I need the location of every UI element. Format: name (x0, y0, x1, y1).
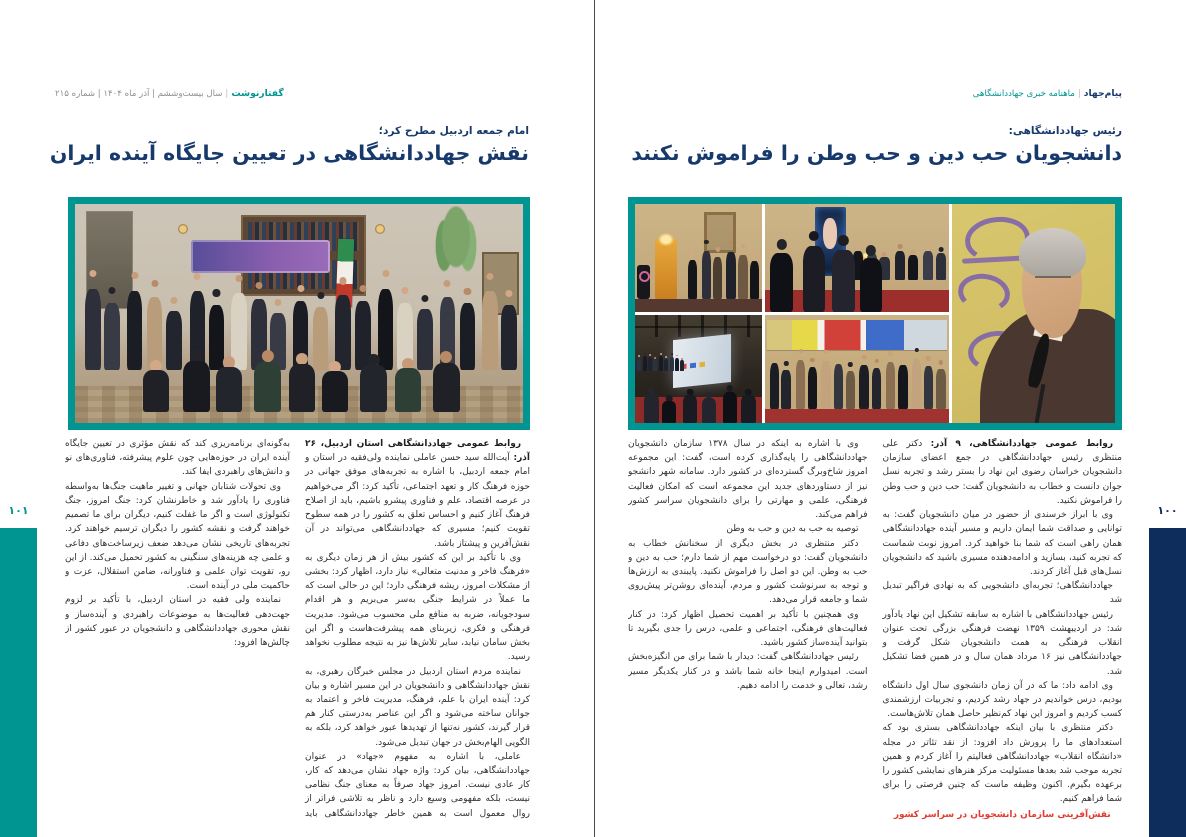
article-paragraph: نماینده ولی فقیه در استان اردبیل، با تأکید بر لزوم جهت‌دهی فعالیت‌ها به موضوعات راهبردی و آینده‌ساز و نقش محوری جهاددانشگاهی و دانشجویان در عبور کشور از چالش‌ها افزود: (65, 595, 290, 649)
person-silhouette (322, 361, 349, 412)
photo-audience-foreground (640, 380, 757, 423)
page-right-100 (595, 0, 1186, 837)
article-paragraph: وی تحولات شتابان جهانی و تغییر ماهیت جنگ‌ها به‌واسطه فناوری را یادآور شد و خاطرنشان کرد: جنگ امروز، جنگ تکنولوژی است و اگر ما غفلت کنیم، دیگران برای ما تصمیم خواهند گرفت و نقشه کشور را دیگران ترسیم خواهند کرد. تجربه‌های تاریخی نشان می‌دهد ضعف زیرساخت‌های دفاعی و علمی چه هزینه‌های سنگینی به کشور تحمیل می‌کند. از این رو، تقویت توان علمی و فناورانه، ضامن استقلال، عزت و حاکمیت ملی در آینده است. (65, 481, 290, 592)
person-silhouette (898, 355, 908, 409)
person-silhouette (924, 356, 934, 409)
person-silhouette (936, 360, 946, 409)
article-paragraph: وی با ابراز خرسندی از حضور در میان دانشجویان گفت: به توانایی و صداقت شما ایمان داریم و مسیر آینده جهاددانشگاهی همان راهی است که شما بنا خواهید کرد. امروز نوبت شماست که تجربه کنید، بسازید و ادامه‌دهنده مسیری باشید که دانشجویان نسل‌های قبل آغاز کردند. (882, 510, 1122, 577)
person-silhouette (360, 354, 387, 412)
person-silhouette (741, 389, 755, 423)
person-silhouette (738, 244, 747, 299)
person-silhouette (770, 239, 792, 312)
photo-dark-hall (635, 315, 762, 423)
person-silhouette (886, 351, 896, 409)
running-head-right (973, 88, 1122, 99)
person-silhouette (216, 356, 243, 412)
person-silhouette (872, 359, 882, 409)
article-left (65, 437, 530, 825)
photo-kneeling-row (138, 342, 461, 412)
magazine-name: پیام‌جهاد (1083, 88, 1122, 99)
person-silhouette (726, 241, 735, 299)
page-number-left: ۱۰۱ (8, 504, 29, 517)
photo-seated-rows (636, 347, 684, 371)
photo-audience-foreground (765, 228, 886, 312)
banner-script-stroke (962, 255, 1027, 263)
section-name: گفتارنوشت (231, 88, 284, 99)
photo-speaker-cabinet (637, 265, 650, 300)
edge-block-navy (1149, 528, 1186, 837)
article-paragraph: دکتر منتظری با بیان اینکه جهاددانشگاهی بستری بود که استعدادهای ما را پرورش داد افزود: از نقد تئاتر در مجله «دانشگاه انقلاب» جهاددانشگاهی فعالیتم را آغاز کردم و همین تجربه موجب شد بعدها مسئولیت مرکز هنرهای نمایشی کشور را برعهده بگیرم. اکنون وظیفه ماست که چنین فرصتی را برای شما فراهم کنیم. (882, 723, 1122, 805)
headline-right: دانشجویان حب دین و حب وطن را فراموش نکنند (631, 141, 1122, 165)
header-separator: | (1077, 89, 1081, 99)
person-silhouette (85, 270, 100, 370)
person-silhouette (796, 349, 806, 409)
collage-grid (635, 204, 949, 423)
person-silhouette (637, 355, 641, 371)
person-silhouette (289, 353, 316, 412)
person-silhouette (662, 395, 676, 423)
article-right (628, 437, 1122, 825)
article-paragraph: نماینده مردم استان اردبیل در مجلس خبرگان رهبری، به نقش جهاددانشگاهی و دانشجویان در این مسیر اشاره و بیان کرد: آینده ایران با علم، فرهنگ، مدیریت فاخر و اعتماد به جوانان ساخته می‌شود و اگر این عناصر به‌درستی کنار هم قرار گیرند، کشور نه‌تنها از تهدیدها عبور خواهد کرد، بلکه به الگویی الهام‌بخش در جهان تبدیل می‌شود. (305, 666, 530, 748)
person-silhouette (501, 290, 516, 371)
person-silhouette (912, 348, 922, 409)
person-silhouette (803, 231, 825, 312)
person-silhouette (680, 358, 684, 371)
speaker-hair (1019, 228, 1086, 278)
article-paragraph: دکتر منتظری در بخش دیگری از سخنانش خطاب به دانشجویان گفت: دو درخواست مهم از شما دارم؛ حب به دین و حب به وطن. این دو اصل را فراموش نکنید. پایبندی به ارزش‌ها و توجه به سرنوشت کشور و مردم، آینده‌ای روشن‌تر پیش‌روی شما و جامعه قرار می‌دهد. (628, 538, 868, 606)
header-separator: | (225, 89, 229, 99)
article-paragraph: وی با تأکید بر این که کشور بیش از هر زمان دیگری به «فرهنگ فاخر و مدنیت متعالی» نیاز دارد، اظهار کرد: بخشی از مشکلات امروز، ریشه فرهنگی دارد؛ این در حالی است که ما عملاً در شرایط جنگی به‌سر می‌بریم و هر اقدام سودجویانه، ضربه به منافع ملی محسوب می‌شود. مدیریت فرهنگی و فکری، زیربنای همه پیشرفت‌هاست و اگر این بخش سامان نیابد، سایر تلاش‌ها نیز به نتیجه مطلوب نخواهد رسید. (305, 552, 530, 663)
person-silhouette (688, 251, 697, 299)
article-subhead: توصیه به حب به دین و حب به وطن (726, 524, 859, 535)
person-silhouette (859, 355, 869, 409)
person-silhouette (675, 355, 679, 372)
article-paragraph: روابط عمومی جهاددانشگاهی استان اردبیل، ۲۶ آذر: آیت‌الله سید حسن عاملی نماینده ولی‌فقیه در استان و امام جمعه اردبیل، با اشاره به تجربه‌های موفق جهانی در حوزه فرهنگ کار و تعهد اجتماعی، تأکید کرد: اگر می‌خواهیم در عرصه اقتصاد، علم و فناوری پیشرو باشیم، باید از اصلاح فرهنگ آغاز کنیم و احساس تعلق به کشور را در همه سطوح تقویت کنیم؛ مسیری که جهاددانشگاهی می‌تواند در آن نقش‌آفرین و پیشتاز باشد. (305, 439, 530, 549)
person-silhouette (723, 385, 737, 423)
person-silhouette (860, 245, 882, 312)
page-number-right: ۱۰۰ (1157, 504, 1178, 517)
person-silhouette (908, 250, 918, 280)
photo-floor (635, 299, 762, 312)
person-silhouette (702, 240, 711, 299)
photo-red-carpet (765, 409, 949, 423)
speaker-glasses (1035, 276, 1071, 278)
person-silhouette (664, 356, 668, 371)
person-silhouette (821, 350, 831, 409)
photo-wall-lamp (375, 224, 385, 234)
person-silhouette (460, 288, 475, 371)
event-photo-collage-frame (628, 197, 1122, 430)
group-photo-frame (68, 197, 530, 430)
photo-truss (635, 315, 762, 337)
person-silhouette (808, 358, 818, 409)
article-paragraph: رئیس جهاددانشگاهی گفت: دیدار با شما برای من انگیزه‌بخش است. امیدوارم اینجا خانه شما باشد و در کنار یکدیگر مسیر رشد، تعالی و خدمت را ادامه دهیم. (628, 652, 868, 691)
person-silhouette (895, 244, 905, 280)
person-silhouette (750, 252, 759, 299)
person-silhouette (659, 353, 663, 371)
person-silhouette (104, 287, 119, 371)
photo-stage-podium (635, 204, 762, 312)
photo-podium (655, 239, 677, 299)
person-silhouette (834, 354, 844, 409)
person-silhouette (846, 362, 856, 408)
issue-meta: سال بیست‌وششم | آذر ماه ۱۴۰۴ | شماره ۲۱۵ (55, 89, 223, 99)
photo-screen-crowd (765, 204, 949, 312)
article-subhead-red: نقش‌آفرینی سازمان دانشجویان در سراسر کشور (893, 809, 1111, 820)
page-divider (594, 0, 595, 837)
dateline: روابط عمومی جهاددانشگاهی استان اردبیل، ۲۶ آذر: (305, 439, 530, 464)
magazine-subtitle: ماهنامه خبری جهاددانشگاهی (972, 89, 1075, 99)
headline-left: نقش جهاددانشگاهی در تعیین جایگاه آینده ایران (49, 141, 529, 165)
person-silhouette (395, 358, 422, 412)
banner-script-stroke (956, 271, 1013, 316)
photo-speaker-portrait (952, 204, 1115, 423)
person-silhouette (670, 353, 674, 371)
event-photo-collage (635, 204, 1115, 423)
person-silhouette (653, 357, 657, 371)
person-silhouette (713, 247, 722, 299)
photo-guests (686, 236, 761, 299)
edge-block-teal (0, 528, 37, 837)
photo-red-carpet-group (765, 315, 949, 423)
person-silhouette (832, 235, 854, 312)
person-silhouette (936, 247, 946, 279)
person-silhouette (143, 360, 170, 412)
person-silhouette (648, 354, 652, 371)
person-silhouette (683, 389, 697, 423)
article-paragraph: وی همچنین با تأکید بر اهمیت تحصیل اظهار کرد: در کنار فعالیت‌های فرهنگی، اجتماعی و علمی، درس را جدی بگیرید تا بتوانید آینده‌ساز کشور باشید. (628, 609, 868, 649)
article-subhead: جهاددانشگاهی؛ تجربه‌ای دانشجویی که به نهادی فراگیر تبدیل شد (882, 581, 1122, 606)
article-paragraph: وی ادامه داد: ما که در آن زمان دانشجوی سال اول دانشگاه بودیم، درس خواندیم در جهاد رشد کردیم، و تجربیات ارزشمندی کسب کردیم و امروز این نهاد کم‌نظیر حاصل همان تلاش‌هاست. (882, 680, 1122, 720)
article-paragraph: رئیس جهاددانشگاهی با اشاره به سابقه تشکیل این نهاد یادآور شد: در اردیبهشت ۱۳۵۹ نهضت فرهنگی بزرگی تحت عنوان انقلاب فرهنگی به همت دانشجویان شکل گرفت و جهاددانشگاهی نیز ۱۶ مرداد همان سال و در همین فضا تشکیل شد. (882, 609, 1122, 677)
group-photo (75, 204, 523, 423)
person-silhouette (702, 392, 716, 423)
kicker-right: رئیس جهاددانشگاهی: (1008, 125, 1122, 137)
person-silhouette (770, 353, 780, 409)
person-silhouette (433, 351, 460, 412)
person-silhouette (781, 361, 791, 409)
person-silhouette (482, 273, 497, 371)
photo-wall-lamp (178, 224, 188, 234)
person-silhouette (644, 388, 658, 424)
photo-group-row (767, 342, 947, 409)
running-head-left (55, 88, 284, 99)
article-paragraph: عاملی، با اشاره به مفهوم «جهاد» در عنوان جهاددانشگاهی، بیان کرد: واژه جهاد نشان می‌دهد که کار، کار عادی نیست. امروز جهاد صرفاً به معنای جنگ نظامی نیست، بلکه مفهومی وسیع دارد و ناظر به تلاشی فراتر از روال معمول است به همین خاطر جهاددانشگاهی باید به‌گونه‌ای برنامه‌ریزی کند که نقش مؤثری در تعیین جایگاه آینده ایران در حوزه‌هایی چون علوم پیشرفته، فناوری‌های نو و دانش‌های راهبردی ایفا کند. (65, 439, 530, 819)
person-silhouette (643, 353, 647, 372)
person-silhouette (923, 245, 933, 280)
person-silhouette (254, 350, 281, 412)
article-paragraph: روابط عمومی جهاددانشگاهی، ۹ آذر: دکتر علی منتظری رئیس جهاددانشگاهی در جمع اعضای سازمان دانشجویان خراسان رضوی این نهاد را بستر رشد و تجربه نسل جوان دانست و خطاب به دانشجویان گفت: حب دین و حب وطن را فراموش نکنید. (882, 439, 1122, 506)
article-paragraph: وی با اشاره به اینکه در سال ۱۳۷۸ سازمان دانشجویان جهاددانشگاهی را پایه‌گذاری کرده است، گفت: این مجموعه امروز شاخ‌وبرگ گسترده‌ای در کشور دارد. سامانه شهر دانشجو نیز از دستاوردهای جدید این مجموعه است که امکان فعالیت فرهنگی، علمی و مهارتی را برای دانشجویان سراسر کشور فراهم می‌کند. (628, 439, 868, 521)
person-silhouette (183, 349, 210, 412)
kicker-left: امام جمعه اردبیل مطرح کرد؛ (378, 125, 529, 137)
dateline: روابط عمومی جهاددانشگاهی، ۹ آذر: (922, 439, 1113, 449)
